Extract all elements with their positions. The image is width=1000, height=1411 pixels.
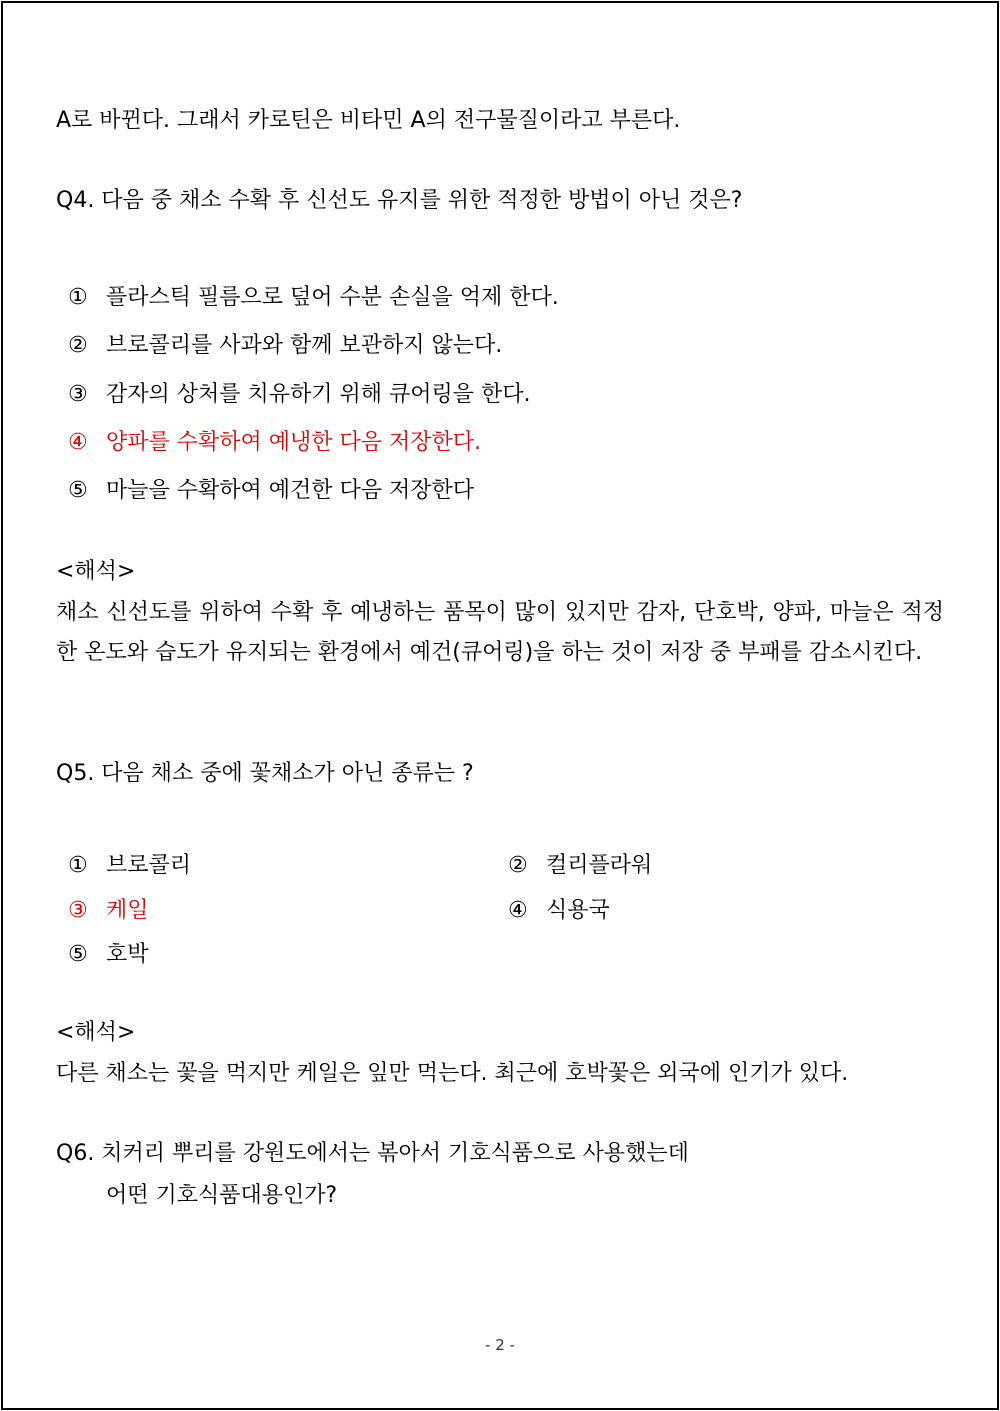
q4-option-3 [68,375,531,415]
q5-option-4-number: ④ [508,898,528,923]
q4-option-1-number: ① [68,285,88,310]
q4-explanation-label: <해석> [56,559,136,584]
q4-explanation: 채소 신선도를 위하여 수확 후 예냉하는 품목이 많이 있지만 감자, 단호박, 양파, 마늘은 적정한 온도와 습도가 유지되는 환경에서 예건(큐어링)을 하는 것이 저장 중 부패를 감소시킨다. [56,600,944,665]
q5-question: Q5. 다음 채소 중에 꽃채소가 아닌 종류는 ? [56,761,474,786]
q5-option-5-number: ⑤ [68,942,88,967]
q5-explanation: 다른 채소는 꽃을 먹지만 케일은 잎만 먹는다. 최근에 호박꽃은 외국에 인기가 있다. [56,1061,849,1086]
q5-option-3-answer [68,891,149,931]
q4-option-5-number: ⑤ [68,478,88,503]
q5-option-2 [508,846,652,886]
page-number: - 2 - [485,1336,515,1354]
q5-option-3-number: ③ [68,898,88,923]
q4-option-4-answer [68,423,481,463]
q5-option-2-text: 컬리플라워 [546,853,653,878]
q4-option-1-text: 플라스틱 필름으로 덮어 수분 손실을 억제 한다. [106,285,559,310]
q6-question-line-1: Q6. 치커리 뿌리를 강원도에서는 볶아서 기호식품으로 사용했는데 [56,1141,689,1166]
q6-question-line-2: 어떤 기호식품대용인가? [106,1183,338,1208]
q5-option-1 [68,846,191,886]
q4-option-5-text: 마늘을 수확하여 예건한 다음 저장한다 [106,478,475,503]
q4-question: Q4. 다음 중 채소 수확 후 신선도 유지를 위한 적정한 방법이 아닌 것은? [56,188,743,213]
q5-option-2-number: ② [508,853,528,878]
q4-option-1 [68,278,559,318]
q4-option-2-number: ② [68,333,88,358]
q5-option-5 [68,935,149,975]
q5-option-1-number: ① [68,853,88,878]
q4-option-3-text: 감자의 상처를 치유하기 위해 큐어링을 한다. [106,382,531,407]
q4-option-2-text: 브로콜리를 사과와 함께 보관하지 않는다. [106,333,503,358]
q5-option-3-text: 케일 [106,898,149,923]
q5-option-4 [508,891,610,931]
q4-option-4-number: ④ [68,430,88,455]
intro-line: A로 바뀐다. 그래서 카로틴은 비타민 A의 전구물질이라고 부른다. [56,108,681,133]
q4-option-5 [68,471,474,511]
q4-option-2 [68,326,502,366]
q5-option-4-text: 식용국 [546,898,610,923]
q5-explanation-label: <해석> [56,1020,136,1045]
q4-option-3-number: ③ [68,382,88,407]
q5-option-5-text: 호박 [106,942,149,967]
q4-option-4-text: 양파를 수확하여 예냉한 다음 저장한다. [106,430,481,455]
q5-option-1-text: 브로콜리 [106,853,192,878]
